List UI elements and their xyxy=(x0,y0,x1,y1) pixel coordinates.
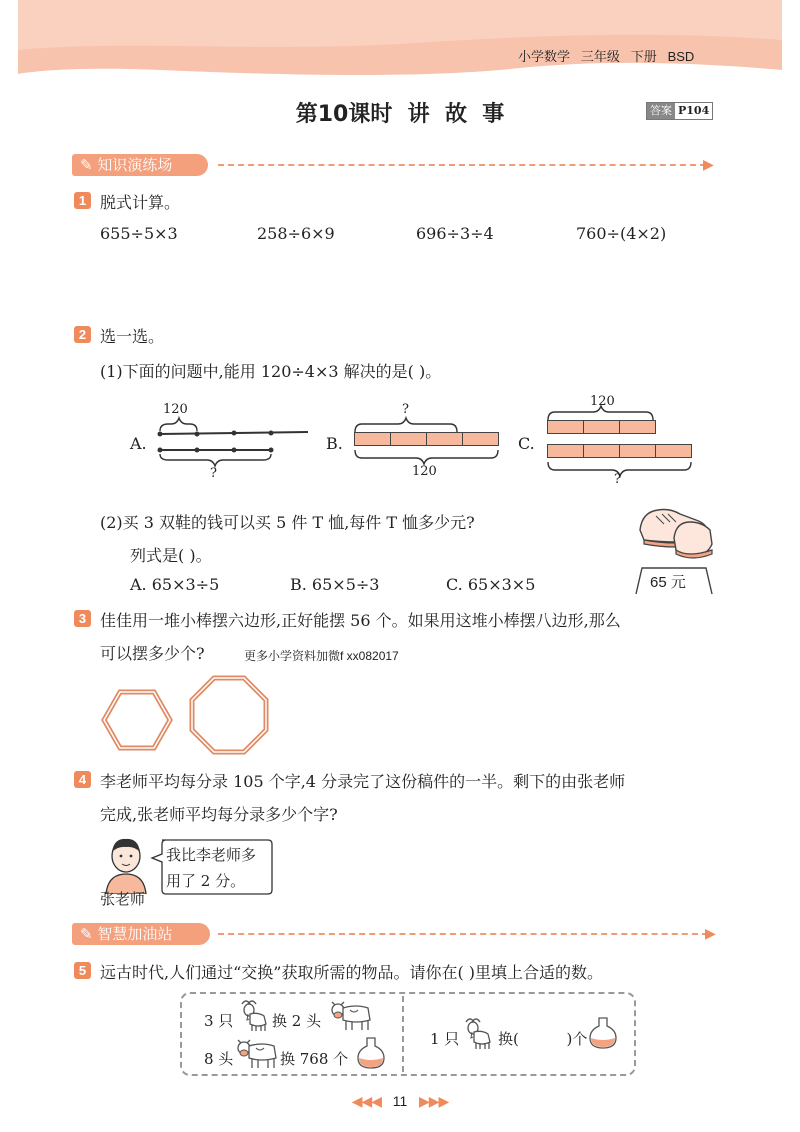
question-number: 5 xyxy=(74,962,91,979)
bar-segment xyxy=(583,444,620,458)
choice-b: B. 65×5÷3 xyxy=(290,575,380,594)
hexagon-shape xyxy=(104,692,170,748)
choice-c: C. 65×3×5 xyxy=(446,575,536,594)
question-number: 2 xyxy=(74,326,91,343)
q1-prompt: 脱式计算。 xyxy=(100,193,181,212)
bar-segment xyxy=(619,420,656,434)
option-a-label: A. xyxy=(130,434,147,453)
q2-prompt: 选一选。 xyxy=(100,327,165,346)
right-exchange-blank[interactable]: 换( )个 xyxy=(498,1030,588,1048)
bar-segment xyxy=(390,432,427,446)
a-top-label: 120 xyxy=(163,402,188,417)
q1-expr: 696÷3÷4 xyxy=(416,224,494,243)
footer-right-arrows-icon: ▶▶▶ xyxy=(418,1093,449,1109)
header-subject: 小学数学 xyxy=(518,49,571,64)
q1-expr: 258÷6×9 xyxy=(257,224,335,243)
section-divider xyxy=(218,164,706,166)
practice-icon: ✎ xyxy=(80,156,98,174)
q4-line2: 完成,张老师平均每分录多少个字? xyxy=(100,805,338,824)
pot-icon xyxy=(588,1016,618,1050)
c-top-label: 120 xyxy=(590,394,615,409)
page-number: 11 xyxy=(392,1093,408,1109)
bar-segment xyxy=(655,444,692,458)
b-bottom-label: 120 xyxy=(412,464,437,479)
q1-expr: 655÷5×3 xyxy=(100,224,178,243)
q3-line1: 佳佳用一堆小棒摆六边形,正好能摆 56 个。如果用这堆小棒摆八边形,那么 xyxy=(100,611,621,630)
header-volume: 下册 xyxy=(630,49,657,64)
shoes-icon xyxy=(636,500,716,562)
section-practice-label: 知识演练场 xyxy=(97,156,173,174)
bar-segment xyxy=(583,420,620,434)
teacher-avatar xyxy=(98,836,158,894)
cow-icon xyxy=(330,996,372,1032)
right-quantity: 1 只 xyxy=(430,1030,460,1048)
c-bottom-brace xyxy=(542,460,702,480)
bar-segment xyxy=(426,432,463,446)
arrow-right-icon: ▶ xyxy=(705,926,716,942)
watermark-text: 更多小学资料加微f xx082017 xyxy=(244,649,399,663)
a-bottom-label: ? xyxy=(210,466,217,481)
r2-exchange: 换 768 个 xyxy=(280,1050,349,1068)
choice-a: A. 65×3÷5 xyxy=(130,575,220,594)
b-top-label: ? xyxy=(402,402,409,417)
box-divider xyxy=(402,996,404,1072)
bar-segment xyxy=(547,420,584,434)
bar-segment xyxy=(462,432,499,446)
bar-segment xyxy=(354,432,391,446)
goat-icon xyxy=(462,1016,494,1050)
lesson-title: 第10课时 讲 故 事 xyxy=(295,102,505,127)
q5-prompt: 远古时代,人们通过“交换”获取所需的物品。请你在( )里填上合适的数。 xyxy=(100,963,604,982)
header-info xyxy=(518,46,694,65)
octagon-inner xyxy=(192,678,266,752)
header-grade: 三年级 xyxy=(580,49,620,64)
teacher-name: 张老师 xyxy=(100,890,146,908)
option-b-label: B. xyxy=(326,434,343,453)
question-number: 3 xyxy=(74,610,91,627)
q1-expr: 760÷(4×2) xyxy=(576,224,667,243)
bar-segment xyxy=(547,444,584,458)
footer-left-arrows-icon: ◀◀◀ xyxy=(351,1093,382,1109)
option-c-label: C. xyxy=(518,434,535,453)
question-number: 4 xyxy=(74,771,91,788)
section-wisdom xyxy=(72,923,210,945)
answer-page: P104 xyxy=(678,104,710,117)
header-edition: BSD xyxy=(667,49,695,64)
cow-icon xyxy=(236,1034,278,1070)
bubble-line1: 我比李老师多 xyxy=(166,846,257,864)
q2-part2-answer-line: 列式是( )。 xyxy=(130,546,212,565)
answer-label: 答案 xyxy=(647,103,675,119)
answer-ref xyxy=(646,102,713,120)
c-bottom-label: ? xyxy=(614,472,621,487)
r1-exchange: 换 2 头 xyxy=(272,1012,322,1030)
bar-segment xyxy=(619,444,656,458)
q4-line1: 李老师平均每分录 105 个字,4 分录完了这份稿件的一半。剩下的由张老师 xyxy=(100,772,626,791)
r1-quantity: 3 只 xyxy=(204,1012,234,1030)
q2-part2: (2)买 3 双鞋的钱可以买 5 件 T 恤,每件 T 恤多少元? xyxy=(100,513,475,532)
question-number: 1 xyxy=(74,192,91,209)
r2-quantity: 8 头 xyxy=(204,1050,234,1068)
header-band xyxy=(0,0,800,80)
goat-icon xyxy=(238,998,270,1032)
footer xyxy=(0,1093,800,1110)
q3-line2: 可以摆多少个? xyxy=(100,644,205,663)
arrow-right-icon: ▶ xyxy=(703,157,714,173)
section-divider xyxy=(218,933,708,935)
price-tag: 65 元 xyxy=(650,574,686,591)
pot-icon xyxy=(356,1036,386,1070)
polygon-figures xyxy=(98,672,278,760)
bubble-line2: 用了 2 分。 xyxy=(166,872,246,890)
section-wisdom-label: 智慧加油站 xyxy=(97,925,173,943)
wisdom-icon: ✎ xyxy=(80,925,98,943)
q2-part1: (1)下面的问题中,能用 120÷4×3 解决的是( )。 xyxy=(100,362,442,381)
